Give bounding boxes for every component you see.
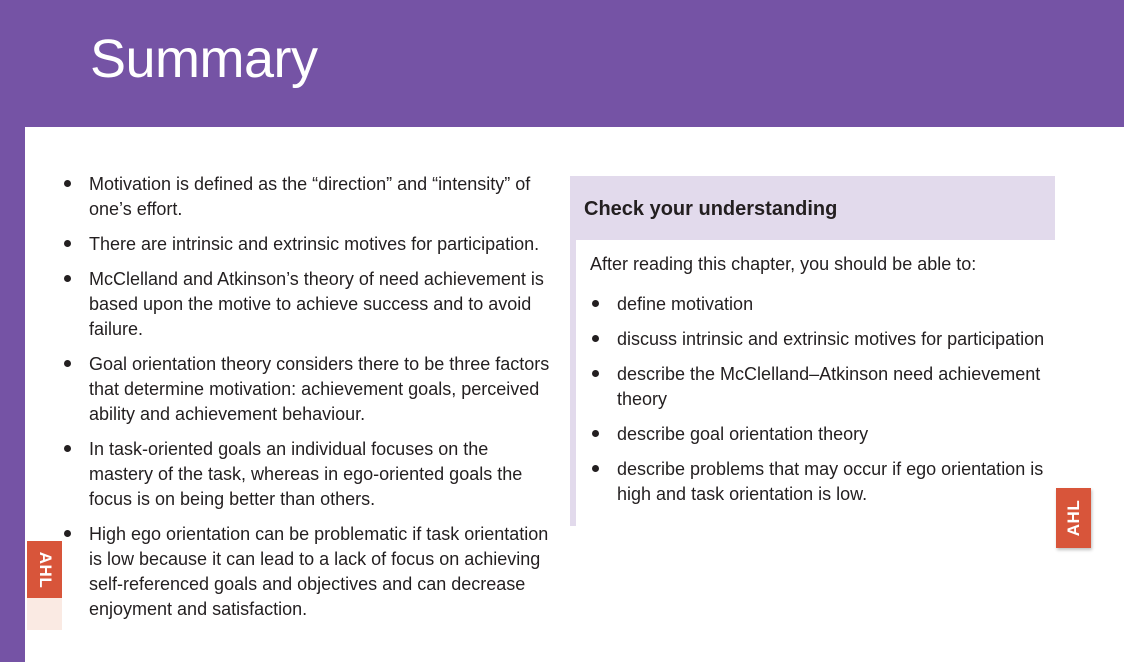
check-your-understanding-box	[570, 176, 1055, 526]
summary-item: There are intrinsic and extrinsic motives for participation.	[62, 232, 552, 257]
ahl-tag-left	[27, 541, 62, 598]
check-your-understanding-title: Check your understanding	[584, 198, 838, 220]
ahl-tag-right	[1056, 488, 1091, 548]
summary-item: McClelland and Atkinson’s theory of need achievement is based upon the motive to achieve success and to avoid failure.	[62, 267, 552, 342]
learning-objective-item: describe problems that may occur if ego orientation is high and task orientation is low.	[590, 457, 1050, 507]
ahl-tag-left-shade	[27, 598, 62, 630]
summary-list	[62, 172, 552, 632]
learning-objectives-list	[590, 292, 1050, 517]
summary-item: In task-oriented goals an individual focuses on the mastery of the task, whereas in ego-oriented goals the focus is on being better than others.	[62, 437, 552, 512]
summary-item: Motivation is defined as the “direction” and “intensity” of one’s effort.	[62, 172, 552, 222]
check-your-understanding-intro: After reading this chapter, you should be able to:	[590, 254, 977, 274]
box-side-rule	[570, 240, 576, 526]
left-margin-strip	[0, 127, 25, 662]
learning-objective-item: define motivation	[590, 292, 1050, 317]
summary-item: Goal orientation theory considers there to be three factors that determine motivation: achievement goals, perceived ability and achievement behaviour.	[62, 352, 552, 427]
learning-objective-item: describe the McClelland–Atkinson need achievement theory	[590, 362, 1050, 412]
learning-objective-item: describe goal orientation theory	[590, 422, 1050, 447]
check-your-understanding-header	[570, 176, 1055, 240]
learning-objective-item: discuss intrinsic and extrinsic motives for participation	[590, 327, 1050, 352]
page-title: Summary	[90, 29, 318, 89]
summary-item: High ego orientation can be problematic if task orientation is low because it can lead to a lack of focus on achieving self-referenced goals and objectives and can decrease enjoyment and satisfaction.	[62, 522, 552, 622]
ahl-tag-label: AHL	[1063, 499, 1083, 537]
ahl-tag-label: AHL	[35, 551, 55, 588]
